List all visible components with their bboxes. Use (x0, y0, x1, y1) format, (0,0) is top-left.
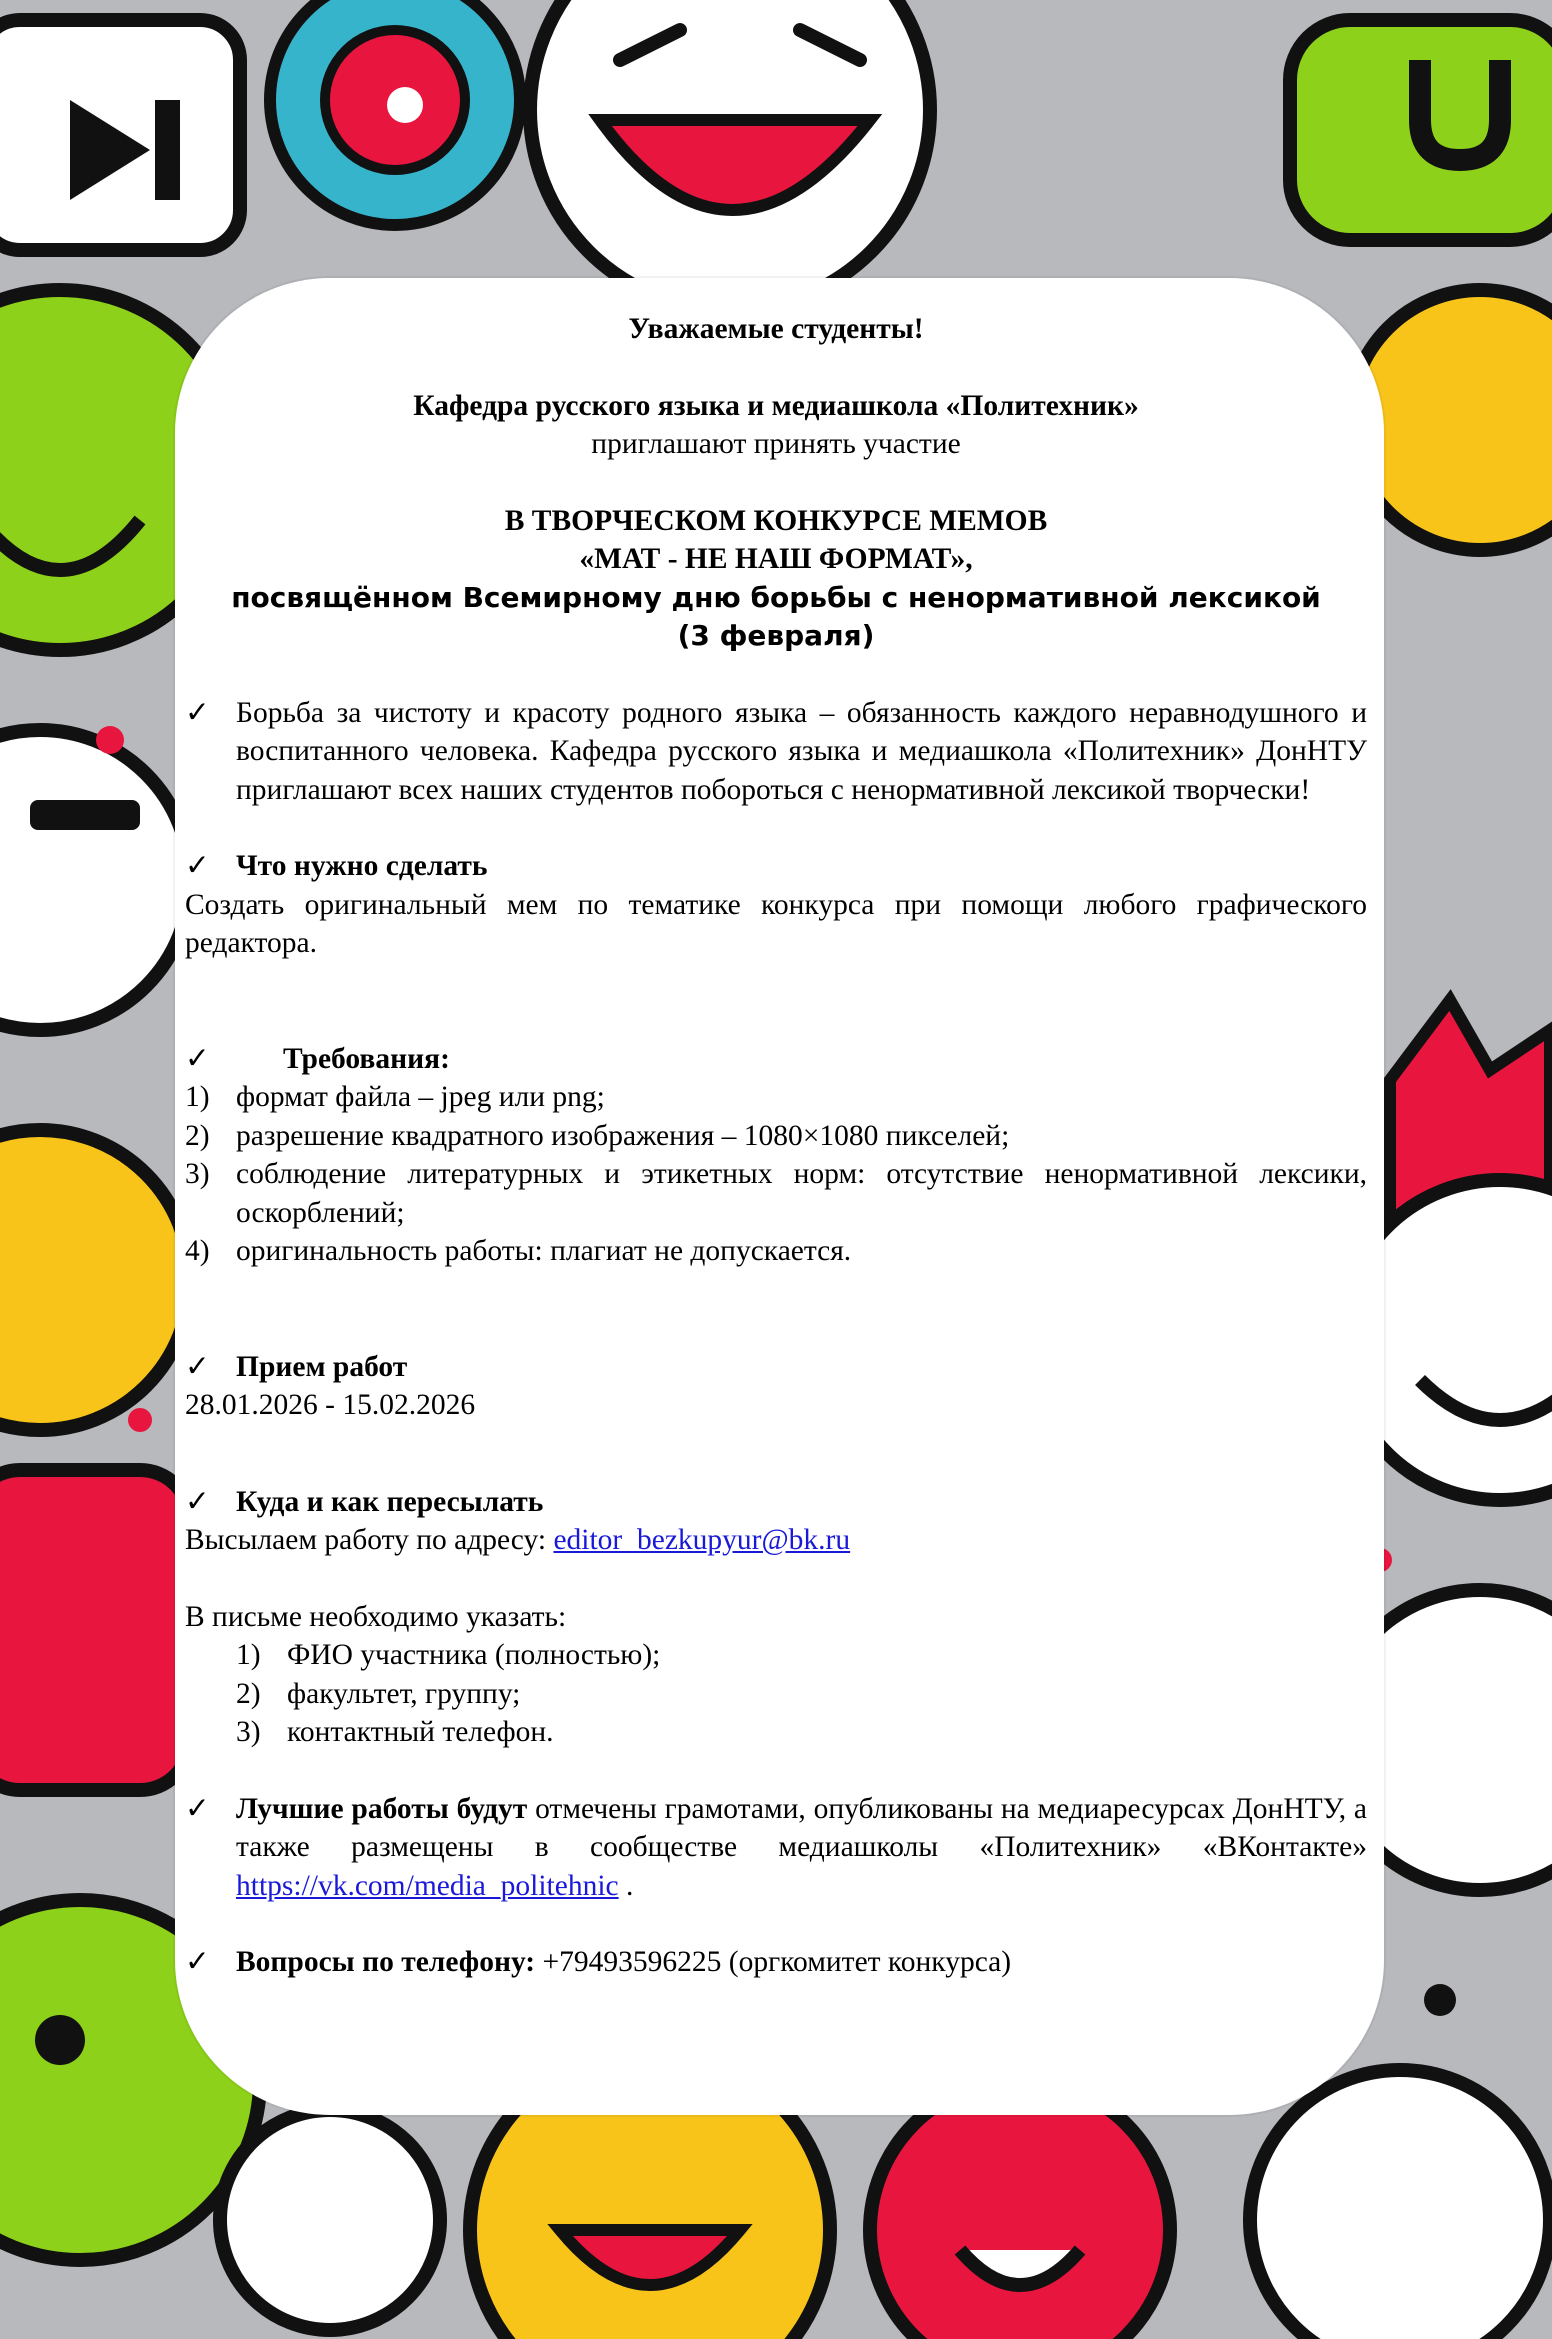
list-number: 1) (236, 1639, 261, 1671)
questions-bold: Вопросы по телефону: (236, 1946, 536, 1978)
white-face-bottom-right-icon (1250, 2070, 1550, 2339)
requirements-list (185, 1078, 1367, 1271)
list-text: соблюдение литературных и этикетных норм: отсутствие ненормативной лексики, оскорблений; (236, 1158, 1367, 1229)
submission-heading-row (185, 1348, 1367, 1387)
contest-title-line4: (3 февраля) (677, 619, 875, 652)
list-number: 1) (185, 1081, 210, 1113)
best-works-paragraph (185, 1790, 1367, 1906)
check-icon: ✓ (185, 1485, 210, 1518)
red-face-bottom-icon (870, 2080, 1170, 2339)
check-icon: ✓ (185, 1042, 210, 1075)
contest-title-line1: В ТВОРЧЕСКОМ КОНКУРСЕ МЕМОВ (504, 504, 1048, 537)
contest-title-line3: посвящённом Всемирному дню борьбы с ненормативной лексикой (231, 580, 1321, 614)
best-text: отмечены грамотами, опубликованы на медиаресурсах ДонНТУ, а также размещены в сообществе медиашколы «Политехник» «ВКонтакте» (236, 1792, 1367, 1863)
check-icon: ✓ (185, 696, 210, 729)
invite-text: приглашают принять участие (591, 428, 961, 460)
questions-text: +79493596225 (оргкомитет конкурса) (535, 1946, 1012, 1978)
list-text: разрешение квадратного изображения – 1080×1080 пикселей; (236, 1119, 1010, 1152)
submission-heading: Прием работ (236, 1350, 408, 1383)
letter-label: В письме необходимо указать: (185, 1600, 567, 1633)
list-item (236, 1675, 1367, 1714)
intro-paragraph (185, 694, 1367, 810)
list-item (236, 1636, 1367, 1675)
task-text: Создать оригинальный мем по тематике конкурса при помощи любого графического редактора. (185, 888, 1367, 959)
list-number: 2) (236, 1677, 261, 1710)
list-item (185, 1232, 1367, 1271)
check-icon: ✓ (185, 1350, 210, 1383)
red-speech-bubble-left-icon (0, 1470, 190, 1790)
task-heading-row (185, 847, 1367, 886)
list-text: контактный телефон. (287, 1716, 554, 1748)
where-heading: Куда и как пересылать (236, 1485, 544, 1518)
vk-link[interactable]: https://vk.com/media_politehnic (236, 1869, 619, 1902)
send-address-line (185, 1521, 1367, 1560)
list-number: 2) (185, 1119, 210, 1152)
organizers: Кафедра русского языка и медиашкола «Политехник» (413, 389, 1139, 422)
greeting: Уважаемые студенты! (628, 313, 924, 345)
best-bold: Лучшие работы будут (236, 1792, 528, 1825)
list-text: факультет, группу; (287, 1677, 521, 1710)
where-heading-row (185, 1483, 1367, 1522)
intro-text: Борьба за чистоту и красоту родного языка – обязанность каждого неравнодушного и воспитанного человека. Кафедра русского языка и медиашкола «Политехник» ДонНТУ приглашают всех наших студентов побороться с ненормативной лексикой творчески! (236, 696, 1367, 806)
best-tail: . (618, 1869, 634, 1902)
list-number: 3) (185, 1158, 210, 1190)
list-item (236, 1713, 1367, 1752)
small-face-bottom-left-icon (220, 2110, 440, 2330)
submission-dates: 28.01.2026 - 15.02.2026 (185, 1389, 476, 1421)
list-text: оригинальность работы: плагиат не допускается. (236, 1235, 852, 1267)
play-icon (0, 20, 240, 250)
check-icon: ✓ (185, 1792, 210, 1825)
list-item (185, 1155, 1367, 1232)
teal-eye-icon (270, 0, 520, 225)
list-number: 3) (236, 1716, 261, 1748)
requirements-heading-row (185, 1040, 1367, 1079)
list-text: формат файла – jpeg или png; (236, 1081, 605, 1113)
list-item (185, 1117, 1367, 1156)
requirements-heading: Требования: (283, 1042, 450, 1075)
check-icon: ✓ (185, 1946, 210, 1978)
green-speech-bubble-icon (1290, 20, 1552, 240)
list-text: ФИО участника (полностью); (287, 1639, 661, 1671)
send-label: Высылаем работу по адресу: (185, 1524, 554, 1556)
task-heading: Что нужно сделать (236, 850, 488, 882)
contest-title-line2: «МАТ - НЕ НАШ ФОРМАТ», (579, 543, 973, 575)
letter-list (185, 1636, 1367, 1752)
check-icon: ✓ (185, 850, 210, 882)
list-item (185, 1078, 1367, 1117)
email-link[interactable]: editor_bezkupyur@bk.ru (553, 1524, 851, 1556)
questions-row (185, 1943, 1367, 1982)
list-number: 4) (185, 1235, 210, 1267)
announcement-content (185, 310, 1367, 1982)
